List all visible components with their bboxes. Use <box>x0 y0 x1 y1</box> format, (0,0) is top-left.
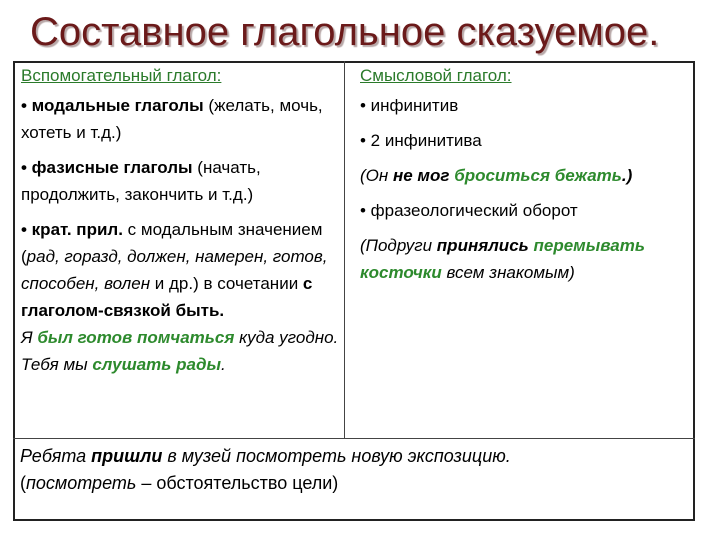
column-divider <box>344 61 345 439</box>
bottom-text-1: Ребята <box>20 446 92 466</box>
bottom-example <box>20 443 690 497</box>
bottom-sentence <box>20 443 690 470</box>
modal-verbs-label: • модальные глаголы <box>21 96 204 115</box>
bottom-adverbial: посмотреть <box>236 446 347 466</box>
short-adjective-examples: рад, горазд, должен, намерен, готов, способен, волен <box>21 247 328 293</box>
two-infinitives-item: • 2 инфинитива <box>360 131 482 150</box>
bottom-text-3: новую экспозицию. <box>346 446 511 466</box>
example-sentence-1 <box>21 324 341 351</box>
two-infinitives-example <box>360 162 690 189</box>
infinitive-item: • инфинитив <box>360 96 459 115</box>
phase-verbs-item <box>21 154 341 208</box>
short-adjective-label: • крат. прил. <box>21 220 123 239</box>
phase-verbs-label: • фазисные глаголы <box>21 158 193 177</box>
example-4-auxiliary: принялись <box>436 236 529 255</box>
example-1-predicate: был готов помчаться <box>37 328 235 347</box>
short-adjective-text-2: и др.) в сочетании <box>150 274 303 293</box>
example-4-open: (Подруги <box>360 236 437 255</box>
bottom-note-word: посмотреть <box>26 473 137 493</box>
example-3-open: (Он <box>360 166 393 185</box>
example-1-text: Я <box>21 328 38 347</box>
auxiliary-verb-column <box>21 62 341 378</box>
short-adjective-text: с модальным значением ( <box>21 220 323 266</box>
example-3-auxiliary: не мог <box>392 166 450 185</box>
row-divider <box>13 438 695 439</box>
auxiliary-verb-header: Вспомогательный глагол: <box>21 66 222 85</box>
example-2-text-2: . <box>220 355 226 374</box>
example-3-infinitives: броситься бежать <box>454 166 622 185</box>
example-3-close: .) <box>621 166 633 185</box>
bottom-note-open: ( <box>20 473 26 493</box>
copula-label: с глаголом-связкой быть. <box>21 274 313 320</box>
slide-title: Составное глагольное сказуемое. <box>30 10 660 54</box>
main-verb-column <box>360 62 690 286</box>
bottom-text-2: в музей <box>162 446 237 466</box>
example-4-idiom: перемывать косточки <box>360 236 645 282</box>
example-4-rest: всем знакомым) <box>441 263 575 282</box>
example-2-text: Тебя мы <box>21 355 93 374</box>
bottom-note-rest: – обстоятельство цели) <box>136 473 339 493</box>
example-2-predicate: слушать рады <box>92 355 221 374</box>
bottom-note <box>20 470 690 497</box>
main-verb-header: Смысловой глагол: <box>360 66 512 85</box>
short-adjective-item <box>21 216 341 324</box>
idiom-example <box>360 232 690 286</box>
idiom-item: • фразеологический оборот <box>360 201 578 220</box>
example-1-text-2: куда угодно. <box>234 328 339 347</box>
phase-verbs-examples: (начать, продолжить, закончить и т.д.) <box>21 158 261 204</box>
modal-verbs-item <box>21 92 341 146</box>
example-sentence-2 <box>21 351 341 378</box>
bottom-predicate: пришли <box>91 446 163 466</box>
modal-verbs-examples: (желать, мочь, хотеть и т.д.) <box>21 96 323 142</box>
